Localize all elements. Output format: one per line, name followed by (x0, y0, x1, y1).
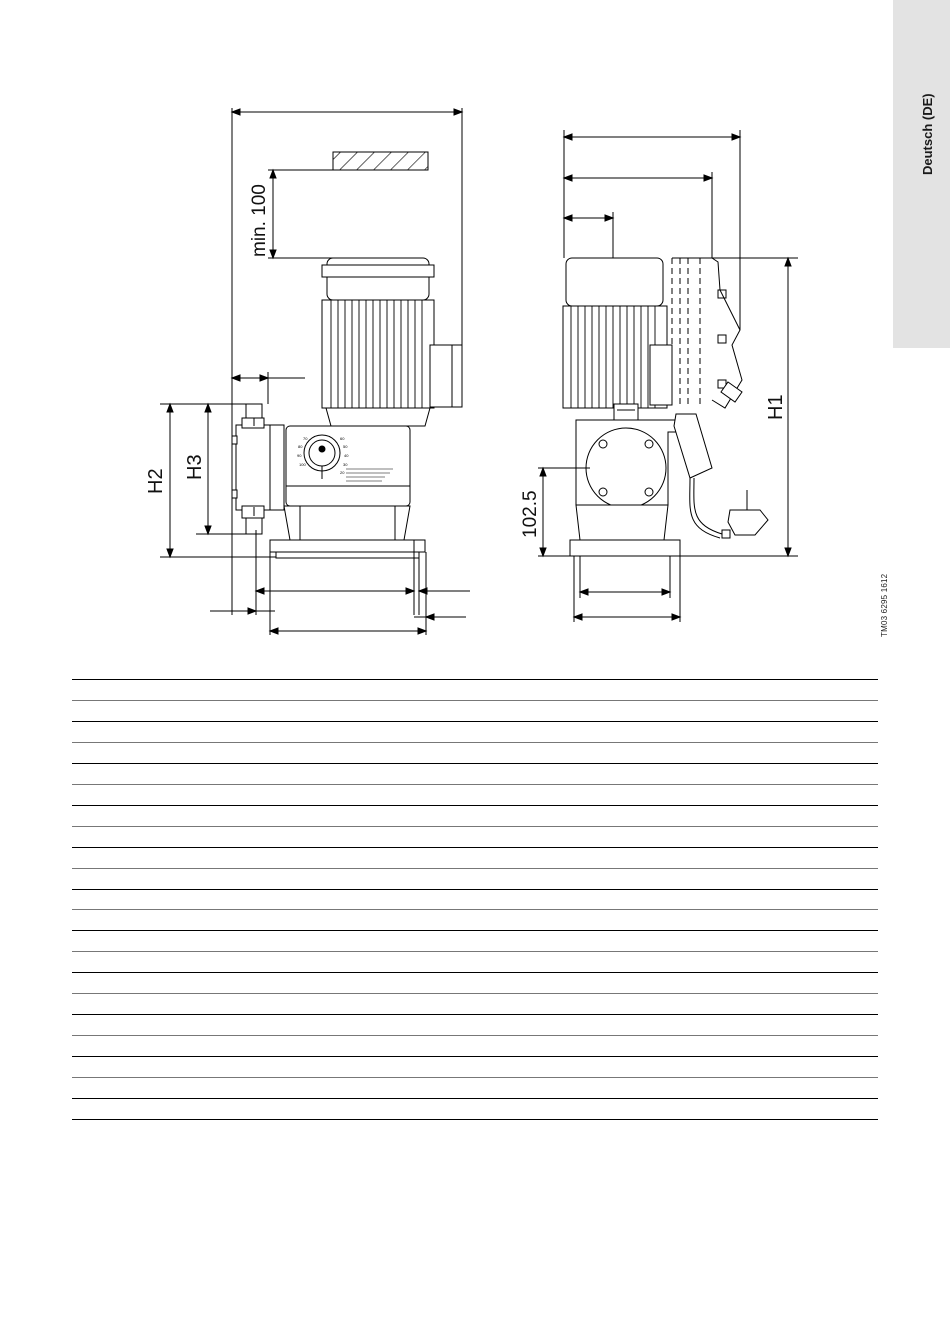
svg-text:100: 100 (299, 462, 306, 467)
table-row-rule (72, 1077, 878, 1078)
side-view (538, 130, 798, 622)
table-row-rule (72, 993, 878, 994)
table-row-rule (72, 700, 878, 701)
table-bottom-rule (72, 1119, 878, 1120)
svg-text:80: 80 (298, 444, 303, 449)
table-row-rule (72, 805, 878, 806)
table-row-rule (72, 826, 878, 827)
table-row-rule (72, 721, 878, 722)
table-row-rule (72, 889, 878, 890)
table-row-rule (72, 1056, 878, 1057)
table-row-rule (72, 847, 878, 848)
front-view (160, 108, 470, 635)
table-row-rule (72, 868, 878, 869)
table-row-rule (72, 1014, 878, 1015)
table-row-rule (72, 909, 878, 910)
svg-text:30: 30 (343, 462, 348, 467)
svg-text:70: 70 (303, 436, 308, 441)
drawing-code: TM03 6295 1612 (880, 573, 889, 637)
svg-text:20: 20 (340, 470, 345, 475)
table-row-rule (72, 742, 878, 743)
svg-text:50: 50 (343, 444, 348, 449)
table-row-rule (72, 784, 878, 785)
table-row-rule (72, 930, 878, 931)
table-row-rule (72, 763, 878, 764)
language-tab-label: Deutsch (DE) (920, 93, 935, 175)
label-min-100: min. 100 (249, 184, 270, 257)
table-row-rule (72, 951, 878, 952)
svg-text:90: 90 (297, 453, 302, 458)
label-h1: H1 (765, 394, 787, 420)
svg-text:60: 60 (340, 436, 345, 441)
label-h3: H3 (184, 454, 206, 480)
svg-text:40: 40 (344, 453, 349, 458)
table-top-rule (72, 679, 878, 680)
label-h2: H2 (145, 468, 167, 494)
label-102-5: 102.5 (520, 490, 541, 538)
table-row-rule (72, 1035, 878, 1036)
table-row-rule (72, 972, 878, 973)
table-row-rule (72, 1098, 878, 1099)
